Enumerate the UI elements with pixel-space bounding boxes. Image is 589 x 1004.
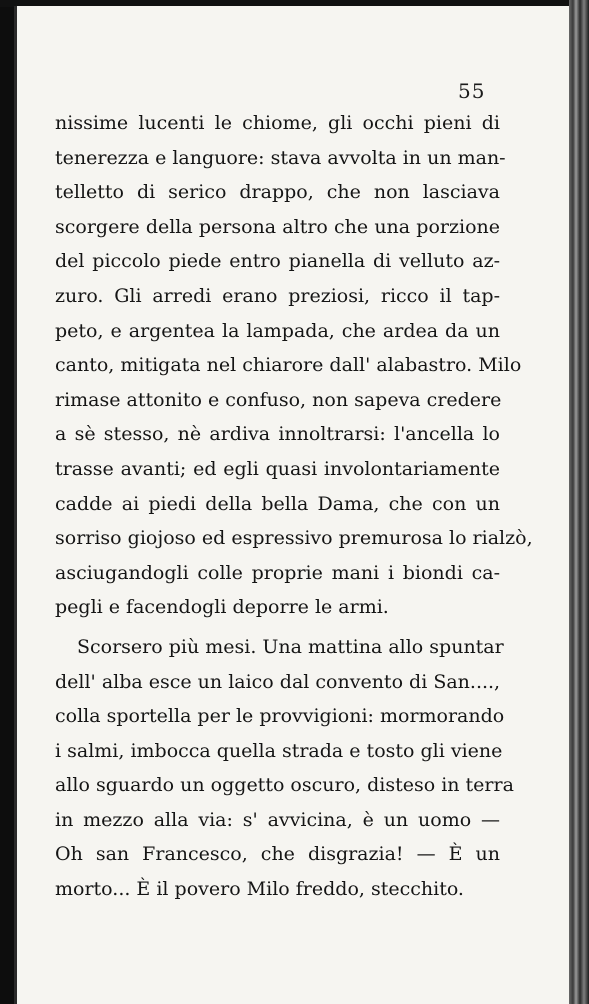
text-line: in mezzo alla via: s' avvicina, è un uomo — [55, 808, 500, 831]
text-line: rimase attonito e confuso, non sapeva credere [55, 388, 502, 411]
text-line: Oh san Francesco, che disgrazia! — È un [55, 843, 500, 866]
text-line: scorgere della persona altro che una porzione [55, 215, 500, 238]
text-line: zuro. Gli arredi erano preziosi, ricco il tap- [55, 284, 500, 307]
text-line: pegli e facendogli deporre le armi. [55, 596, 389, 619]
text-line: i salmi, imbocca quella strada e tosto gli viene [55, 739, 503, 762]
text-line: peto, e argentea la lampada, che ardea da un [55, 319, 500, 342]
text-line: canto, mitigata nel chiarore dall' alabastro. Milo [55, 354, 522, 377]
page-number: 55 [458, 79, 486, 103]
text-line: cadde ai piedi della bella Dama, che con un [55, 492, 500, 515]
text-line: allo sguardo un oggetto oscuro, disteso in terra [55, 774, 514, 797]
book-spine-edge [569, 0, 589, 1004]
body-text [55, 106, 533, 907]
text-line: Scorsero più mesi. Una mattina allo spuntar [77, 635, 504, 658]
paragraph [55, 106, 533, 625]
paragraph [55, 630, 514, 907]
text-line: nissime lucenti le chiome, gli occhi pieni di [55, 112, 500, 134]
text-line: dell' alba esce un laico dal convento di San...., [55, 670, 501, 693]
text-line: morto... È il povero Milo freddo, stecchito. [55, 878, 464, 901]
text-line: colla sportella per le provvigioni: mormorando [55, 705, 505, 728]
text-line: asciugandogli colle proprie mani i biondi ca- [55, 561, 500, 584]
text-line: a sè stesso, nè ardiva innoltrarsi: l'ancella lo [55, 423, 500, 446]
text-line: telletto di serico drappo, che non lasciava [55, 181, 500, 204]
text-line: tenerezza e languore: stava avvolta in un man- [55, 146, 506, 169]
text-line: del piccolo piede entro pianella di velluto az- [55, 250, 500, 273]
text-line: trasse avanti; ed egli quasi involontariamente [55, 457, 500, 480]
text-line: sorriso giojoso ed espressivo premurosa lo rialzò, [55, 527, 533, 550]
